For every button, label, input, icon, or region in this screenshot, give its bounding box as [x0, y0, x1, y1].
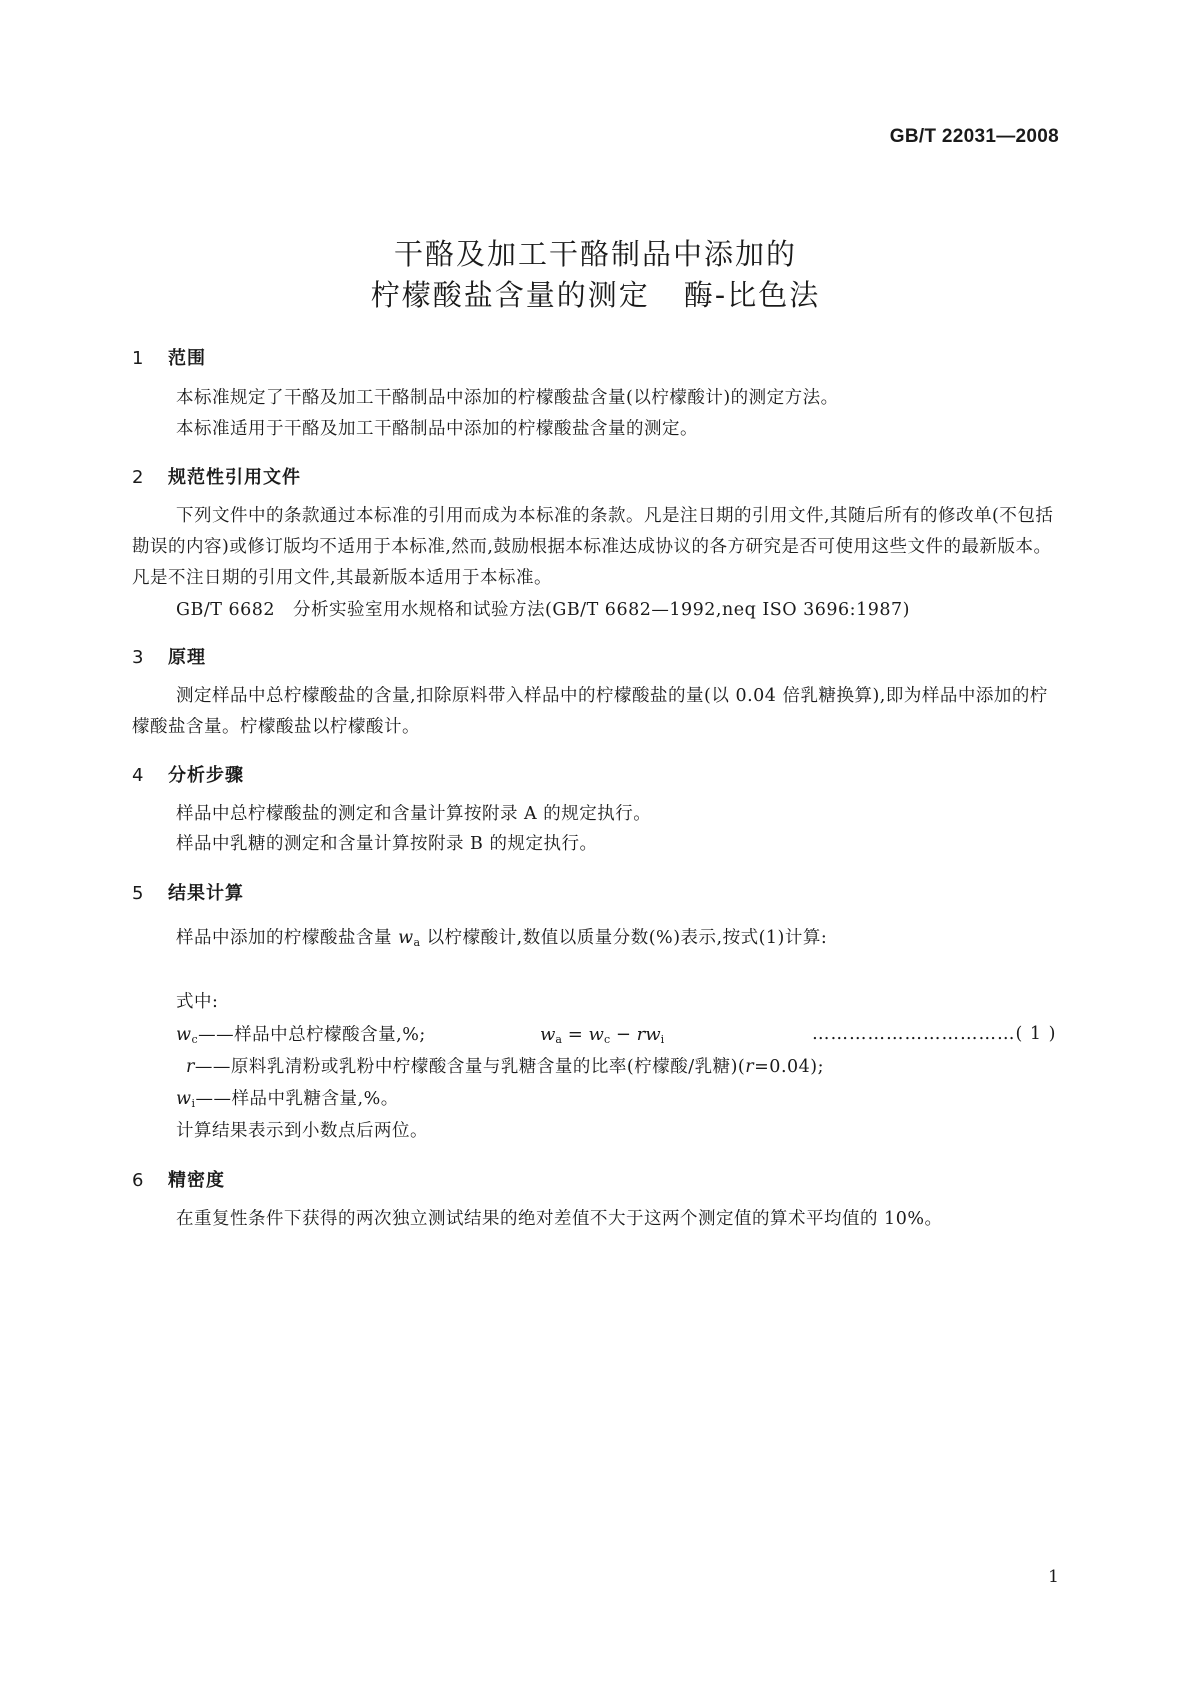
section-number: 2 — [132, 467, 145, 488]
section-1-paragraph-1: 本标准规定了干酪及加工干酪制品中添加的柠檬酸盐含量(以柠檬酸计)的测定方法。 — [176, 388, 839, 408]
section-title: 原理 — [168, 647, 206, 668]
section-title: 精密度 — [168, 1170, 225, 1191]
page-number: 1 — [1048, 1567, 1059, 1587]
title-method: 酶-比色法 — [683, 278, 821, 312]
section-5-heading — [132, 879, 244, 905]
standard-number: GB/T 22031—2008 — [889, 126, 1059, 147]
formula: $w_a = w_c - rw_i$ — [540, 1024, 665, 1046]
section-6-paragraph-1: 在重复性条件下获得的两次独立测试结果的绝对差值不大于这两个测定值的算术平均值的 10%。 — [176, 1209, 943, 1229]
section-4-heading — [132, 761, 244, 787]
section-6-heading — [132, 1166, 225, 1192]
section-4-paragraph-1: 样品中总柠檬酸盐的测定和含量计算按附录 A 的规定执行。 — [176, 804, 652, 824]
document-title-line-2 — [0, 273, 1191, 314]
section-1-paragraph-2: 本标准适用于干酪及加工干酪制品中添加的柠檬酸盐含量的测定。 — [176, 419, 698, 439]
section-2-heading — [132, 463, 301, 489]
normative-reference: GB/T 6682 分析实验室用水规格和试验方法(GB/T 6682—1992,neq ISO 3696:1987) — [176, 600, 910, 620]
definition-wi: $w_i——$样品中乳糖含量,%。 — [176, 1089, 399, 1110]
section-3-paragraph-1: 测定样品中总柠檬酸盐的含量,扣除原料带入样品中的柠檬酸盐的量(以 0.04 倍乳糖换算),即为样品中添加的柠檬酸盐含量。柠檬酸盐以柠檬酸计。 — [132, 686, 1048, 737]
section-number: 4 — [132, 765, 145, 786]
formula-number: ……………………………( 1 ) — [812, 1024, 1057, 1044]
definition-wc: $w_c——$样品中总柠檬酸含量,%; — [176, 1025, 426, 1046]
rounding-note: 计算结果表示到小数点后两位。 — [176, 1121, 428, 1141]
where-label: 式中: — [176, 992, 219, 1012]
section-1-heading — [132, 344, 206, 370]
section-title: 分析步骤 — [168, 765, 244, 786]
document-title-line-1: 干酪及加工干酪制品中添加的 — [393, 237, 797, 271]
section-number: 3 — [132, 647, 145, 668]
title-subject: 柠檬酸盐含量的测定 — [370, 278, 650, 312]
definition-r: r——原料乳清粉或乳粉中柠檬酸含量与乳糖含量的比率(柠檬酸/乳糖)(r=0.04); — [186, 1057, 824, 1077]
section-number: 5 — [132, 883, 145, 904]
section-title: 范围 — [168, 348, 206, 369]
section-title: 规范性引用文件 — [168, 467, 301, 488]
section-number: 1 — [132, 348, 145, 369]
section-number: 6 — [132, 1170, 145, 1191]
section-4-paragraph-2: 样品中乳糖的测定和含量计算按附录 B 的规定执行。 — [176, 834, 598, 854]
section-title: 结果计算 — [168, 883, 244, 904]
section-2-paragraph-1: 下列文件中的条款通过本标准的引用而成为本标准的条款。凡是注日期的引用文件,其随后所有的修改单(不包括勘误的内容)或修订版均不适用于本标准,然而,鼓励根据本标准达成协议的各方研究是否可使用这些文件的最新版本。凡是不注日期的引用文件,其最新版本适用于本标准。 — [132, 506, 1054, 588]
section-5-intro: 样品中添加的柠檬酸盐含量 $w_a$ 以柠檬酸计,数值以质量分数(%)表示,按式(1)计算: — [176, 928, 828, 949]
section-3-heading — [132, 643, 206, 669]
